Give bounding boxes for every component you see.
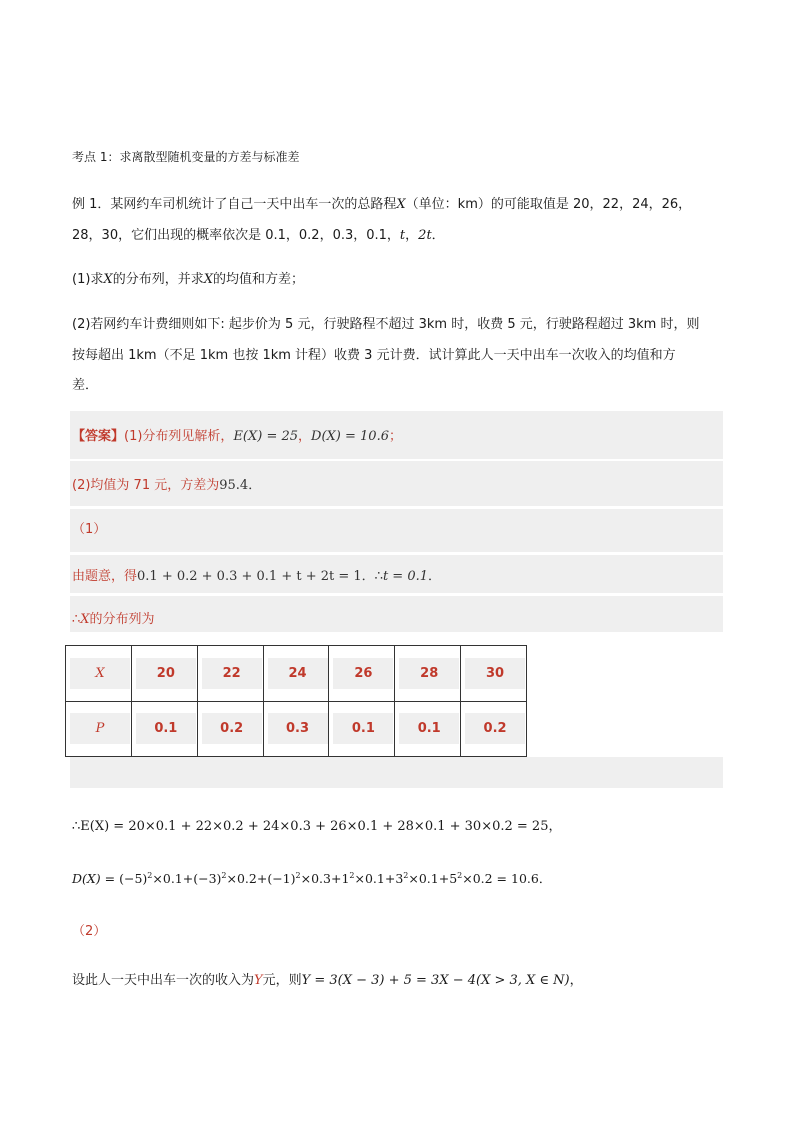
table-cell: 24 [263,646,329,702]
solution-label-2: （2） [72,924,107,939]
table-header-x: X [66,646,132,702]
part2-income-line: 设此人一天中出车一次的收入为Y元，则Y = 3(X − 3) + 5 = 3X − 4(X > 3, X ∈ N)， [72,973,583,988]
solution-label-1: （1） [72,522,107,537]
solution-band-1 [70,509,723,552]
example-line-1: 例 1．某网约车司机统计了自己一天中出车一次的总路程X（单位：km）的可能取值是 20，22，24，26， [72,197,692,212]
table-cell: 20 [131,646,197,702]
distribution-table [65,645,527,757]
table-cell: 0.1 [131,701,197,757]
table-row-x [66,646,527,702]
solution-band-4 [70,757,723,788]
table-row-p [66,701,527,757]
answer-line-1: 【答案】(1)分布列见解析，E(X) = 25，D(X) = 10.6； [72,429,402,444]
solution-sum-line: 由题意，得0.1 + 0.2 + 0.3 + 0.1 + t + 2t = 1．∴t = 0.1． [72,569,442,584]
answer-line-2: (2)均值为 71 元，方差为95.4． [72,478,262,493]
question-2-line-2: 按每超出 1km（不足 1km 也按 1km 计程）收费 3 元计费．试计算此人一天中出车一次收入的均值和方 [72,348,676,363]
question-2-line-1: (2)若网约车计费细则如下: 起步价为 5 元，行驶路程不超过 3km 时，收费 5 元，行驶路程超过 3km 时，则 [72,317,700,332]
table-cell: 30 [461,646,527,702]
section-title: 考点 1：求离散型随机变量的方差与标准差 [72,150,300,164]
table-header-p: P [66,701,132,757]
variance-line: $D(X) = (-5)^2\times 0.1+(-3)^2\times 0.2+(-1)^2\times 0.3+1^2\times 0.1+3^2\times 0.1+5^2\times 0.2 = 10.6$． [72,870,552,886]
solution-band-3 [70,596,723,632]
question-1: (1)求X的分布列，并求X的均值和方差； [72,272,304,287]
expectation-line: ∴E(X) = 20×0.1 + 22×0.2 + 24×0.3 + 26×0.1 + 28×0.1 + 30×0.2 = 25， [72,819,562,834]
table-cell: 0.2 [197,701,263,757]
table-cell: 0.2 [461,701,527,757]
var-x: X [396,197,406,212]
question-2-line-3: 差． [72,378,99,393]
table-cell: 28 [395,646,461,702]
example-line-2: 28，30，它们出现的概率依次是 0.1，0.2，0.3，0.1，t，2t． [72,228,445,243]
table-cell: 0.1 [329,701,395,757]
table-cell: 0.3 [263,701,329,757]
table-cell: 22 [197,646,263,702]
distribution-intro: ∴X的分布列为 [72,612,155,627]
table-cell: 0.1 [395,701,461,757]
table-cell: 26 [329,646,395,702]
answer-tag: 【答案】 [72,429,125,444]
